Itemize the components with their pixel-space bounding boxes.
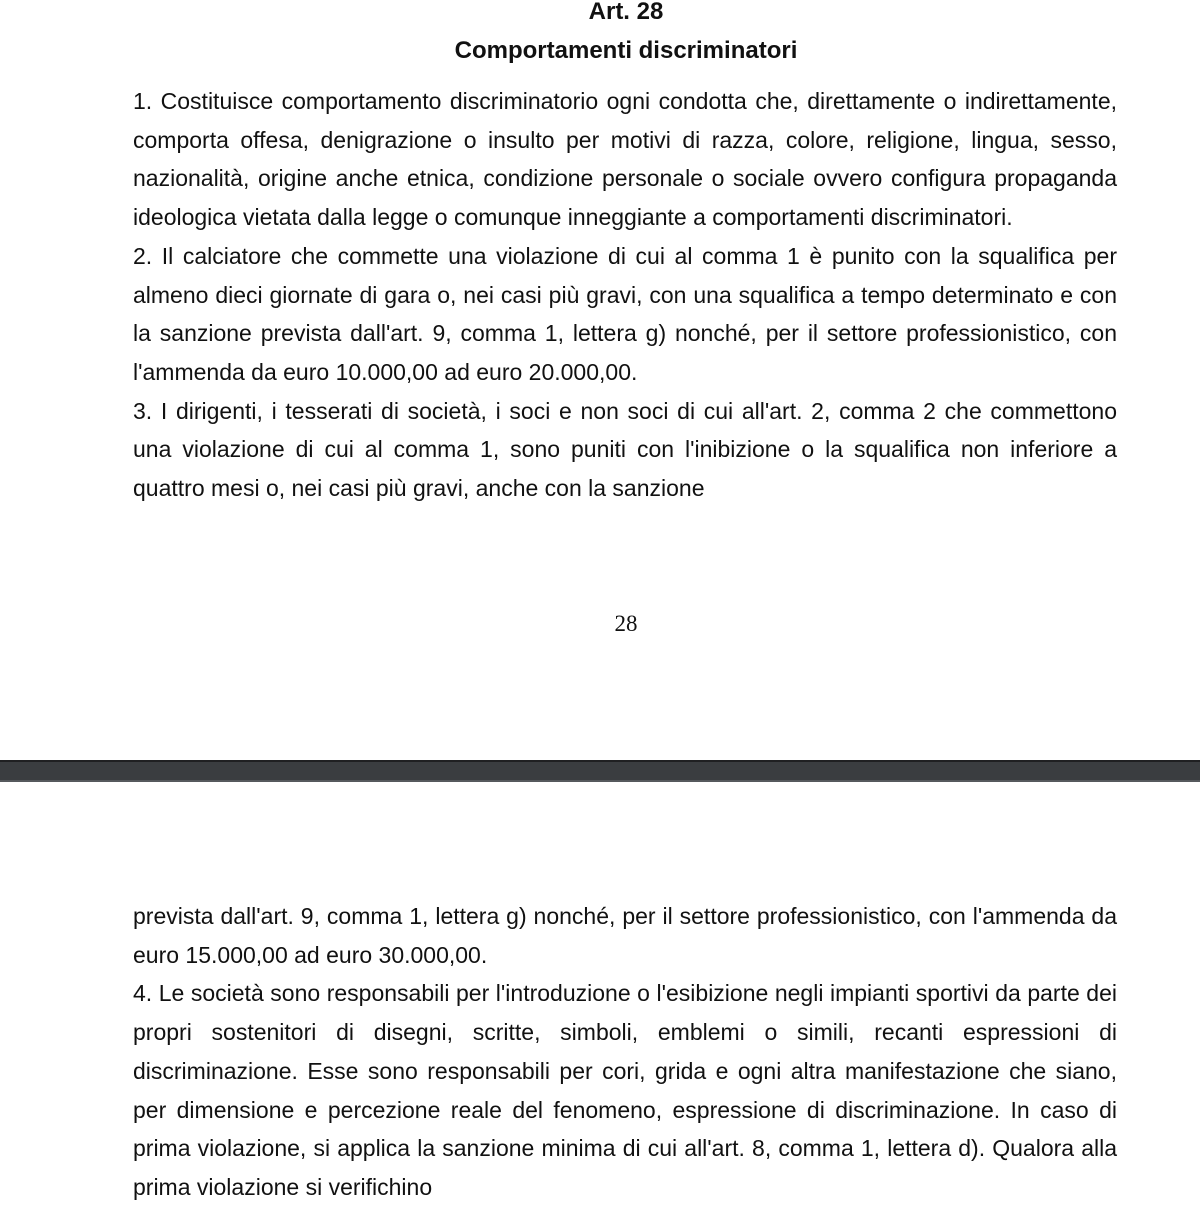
article-number: Art. 28 (588, 0, 664, 25)
article-body (133, 82, 1117, 508)
paragraph-3-continued: prevista dall'art. 9, comma 1, lettera g) nonché, per il settore professionistico, con l'ammenda da euro 15.000,00 ad euro 30.000,00. (133, 903, 1117, 968)
page-number: 28 (614, 611, 638, 636)
paragraph-3: 3. I dirigenti, i tesserati di società, i soci e non soci di cui all'art. 2, comma 2 che commettono una violazione di cui al comma 1, sono puniti con l'inibizione o la squalifica non inferiore a quattro mesi o, nei casi più gravi, anche con la sanzione (133, 397, 1117, 502)
paragraph-1: 1. Costituisce comportamento discriminatorio ogni condotta che, direttamente o indirettamente, comporta offesa, denigrazione o insulto per motivi di razza, colore, religione, lingua, sesso, nazionalità, origine anche etnica, condizione personale o sociale ovvero configura propaganda ideologica vietata dalla legge o comunque inneggiante a comportamenti discriminatori. (133, 88, 1117, 231)
paragraph-2: 2. Il calciatore che commette una violazione di cui al comma 1 è punito con la squalifica per almeno dieci giornate di gara o, nei casi più gravi, con una squalifica a tempo determinato e con la sanzione prevista dall'art. 9, comma 1, lettera g) nonché, per il settore professionistico, con l'ammenda da euro 10.000,00 ad euro 20.000,00. (133, 242, 1117, 385)
page-separator (0, 760, 1200, 782)
paragraph-4: 4. Le società sono responsabili per l'introduzione o l'esibizione negli impianti sportivi da parte dei propri sostenitori di disegni, scritte, simboli, emblemi o simili, recanti espressioni di discriminazione. Esse sono responsabili per cori, grida e ogni altra manifestazione che siano, per dimensione e percezione reale del fenomeno, espressione di discriminazione. In caso di prima violazione, si applica la sanzione minima di cui all'art. 8, comma 1, lettera d). Qualora alla prima violazione si verifichino (133, 980, 1117, 1200)
document-page-29 (0, 782, 1200, 1210)
article-body-continued (133, 897, 1117, 1207)
article-title: Comportamenti discriminatori (454, 37, 798, 64)
